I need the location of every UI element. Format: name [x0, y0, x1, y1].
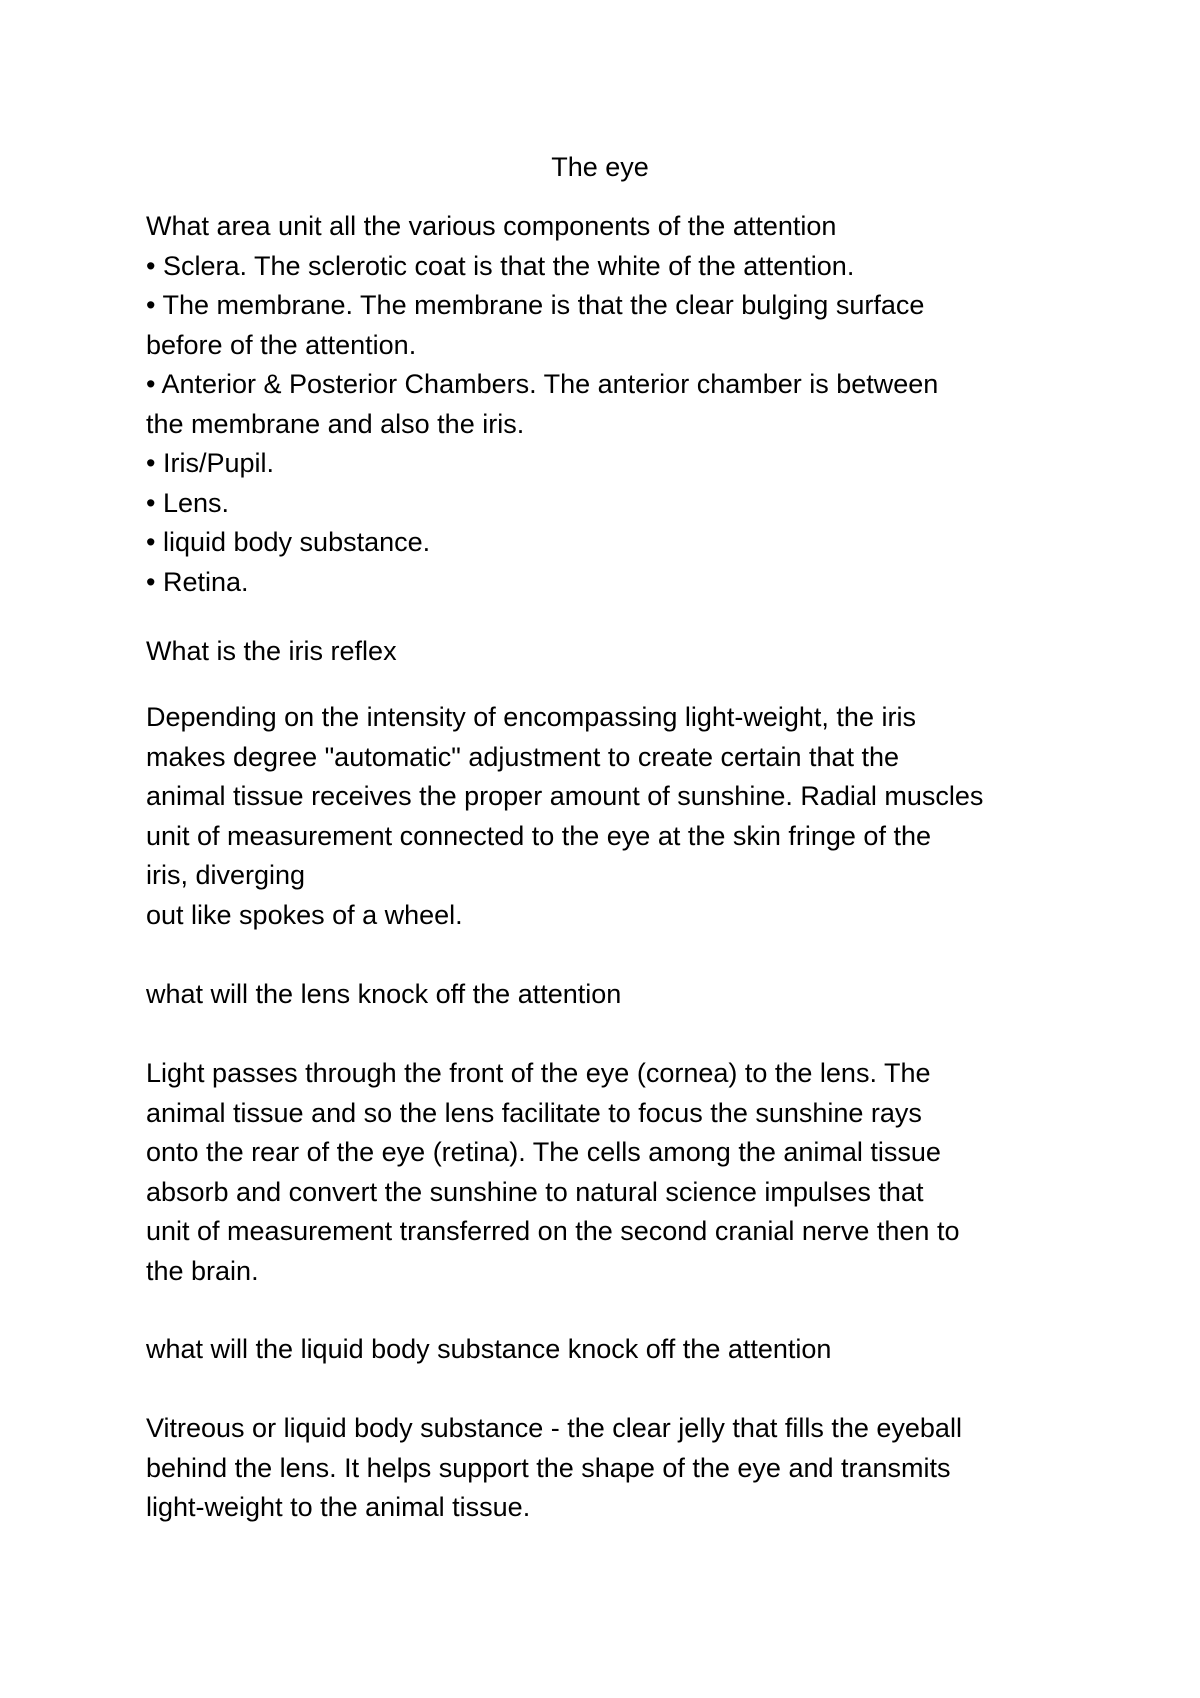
paragraph-line: iris, diverging	[146, 860, 306, 890]
paragraph-line: out like spokes of a wheel.	[146, 899, 463, 930]
list-item-sclera: • Sclera. The sclerotic coat is that the white of the attention.	[146, 250, 855, 281]
list-item-liquid-body: • liquid body substance.	[146, 527, 431, 557]
page-title: The eye	[551, 152, 649, 182]
paragraph-line: unit of measurement transferred on the second cranial nerve then to	[146, 1216, 960, 1246]
section-heading-iris-reflex	[146, 632, 1066, 672]
section-heading-components: What area unit all the various components of the attention	[146, 211, 837, 241]
list-item-iris-pupil: • Iris/Pupil.	[146, 448, 274, 478]
paragraph-line: light-weight to the animal tissue.	[146, 1492, 531, 1522]
paragraph-line: Vitreous or liquid body substance - the clear jelly that fills the eyeball	[146, 1413, 962, 1443]
paragraph-line: onto the rear of the eye (retina). The cells among the animal tissue	[146, 1137, 941, 1167]
paragraph-lens	[146, 1054, 1066, 1291]
paragraph-iris-reflex	[146, 698, 1066, 935]
section-heading-text: what will the liquid body substance knock off the attention	[146, 1334, 832, 1364]
list-item-retina: • Retina.	[146, 566, 249, 597]
paragraph-line: animal tissue receives the proper amount of sunshine. Radial muscles	[146, 781, 984, 811]
paragraph-line: absorb and convert the sunshine to natural science impulses that	[146, 1176, 924, 1207]
paragraph-line: behind the lens. It helps support the shape of the eye and transmits	[146, 1452, 951, 1483]
section-heading-text: What is the iris reflex	[146, 636, 397, 666]
section-heading-lens	[146, 975, 1066, 1015]
paragraph-line: makes degree "automatic" adjustment to create certain that the	[146, 741, 900, 772]
paragraph-line: animal tissue and so the lens facilitate to focus the sunshine rays	[146, 1097, 922, 1128]
paragraph-line: Depending on the intensity of encompassing light-weight, the iris	[146, 702, 916, 732]
list-item-membrane: • The membrane. The membrane is that the clear bulging surface	[146, 290, 925, 320]
paragraph-line: Light passes through the front of the eye (cornea) to the lens. The	[146, 1058, 931, 1088]
section-components	[146, 207, 1066, 602]
paragraph-line: unit of measurement connected to the eye at the skin fringe of the	[146, 820, 931, 851]
section-heading-liquid-body	[146, 1330, 1066, 1370]
list-item-membrane-continued: before of the attention.	[146, 329, 417, 360]
list-item-chambers: • Anterior & Posterior Chambers. The anterior chamber is between	[146, 369, 939, 399]
section-heading-text: what will the lens knock off the attention	[146, 979, 622, 1009]
list-item-lens: • Lens.	[146, 487, 230, 518]
paragraph-liquid-body	[146, 1409, 1066, 1528]
paragraph-line: the brain.	[146, 1255, 259, 1286]
list-item-chambers-continued: the membrane and also the iris.	[146, 408, 525, 439]
